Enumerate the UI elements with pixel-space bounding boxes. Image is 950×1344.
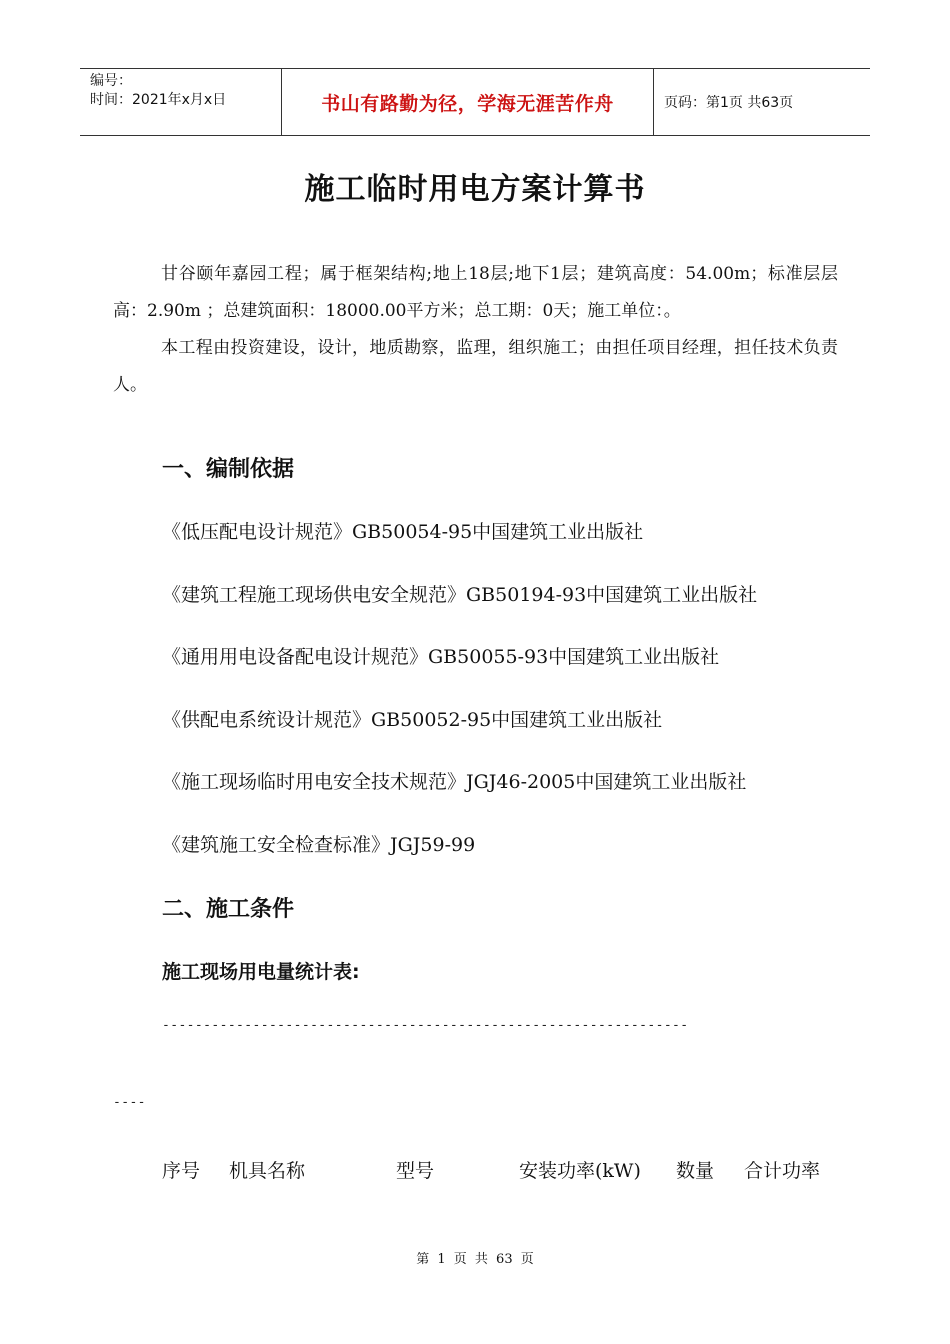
table-header-total-power: 合计功率 — [744, 1160, 821, 1182]
header-motto: 书山有路勤为径，学海无涯苦作舟 — [282, 69, 654, 135]
intro-paragraph-2: 本工程由投资建设，设计，地质勘察，监理，组织施工；由担任项目经理，担任技术负责人。 — [113, 338, 838, 395]
table-header-equipment-name: 机具名称 — [229, 1160, 306, 1182]
table-header-installed-power: 安装功率(kW) — [519, 1160, 641, 1182]
reference-item: 《建筑工程施工现场供电安全规范》GB50194-93中国建筑工业出版社 — [162, 584, 758, 606]
table-header-index: 序号 — [162, 1160, 201, 1182]
reference-item: 《通用用电设备配电设计规范》GB50055-93中国建筑工业出版社 — [162, 646, 720, 668]
table-title: 施工现场用电量统计表: — [162, 961, 360, 983]
intro-paragraph-1: 甘谷颐年嘉园工程；属于框架结构;地上18层;地下1层；建筑高度：54.00m；标准层层高：2.90m ；总建筑面积：18000.00平方米；总工期：0天；施工单位：。 — [113, 264, 838, 321]
reference-item: 《低压配电设计规范》GB50054-95中国建筑工业出版社 — [162, 521, 644, 543]
reference-item: 《供配电系统设计规范》GB50052-95中国建筑工业出版社 — [162, 709, 663, 731]
table-header-model: 型号 — [396, 1160, 435, 1182]
header-code: 编号： — [90, 73, 132, 89]
section-heading-conditions: 二、施工条件 — [162, 897, 295, 922]
document-title: 施工临时用电方案计算书 — [304, 172, 646, 207]
section-heading-basis: 一、编制依据 — [162, 457, 295, 482]
table-separator-line: ---------------------------------------------------------------- — [162, 1018, 689, 1033]
reference-item: 《建筑施工安全检查标准》JGJ59-99 — [162, 834, 476, 856]
page-footer: 第 1 页 共 63 页 — [416, 1252, 534, 1267]
header-page-number: 页码：第1页 共63页 — [664, 95, 794, 111]
reference-item: 《施工现场临时用电安全技术规范》JGJ46-2005中国建筑工业出版社 — [162, 771, 747, 793]
table-separator-line-continued: ---- — [113, 1095, 146, 1110]
page-header — [80, 68, 870, 136]
table-header-quantity: 数量 — [676, 1160, 715, 1182]
header-date: 时间：2021年x月x日 — [90, 92, 227, 108]
header-meta — [80, 69, 282, 135]
